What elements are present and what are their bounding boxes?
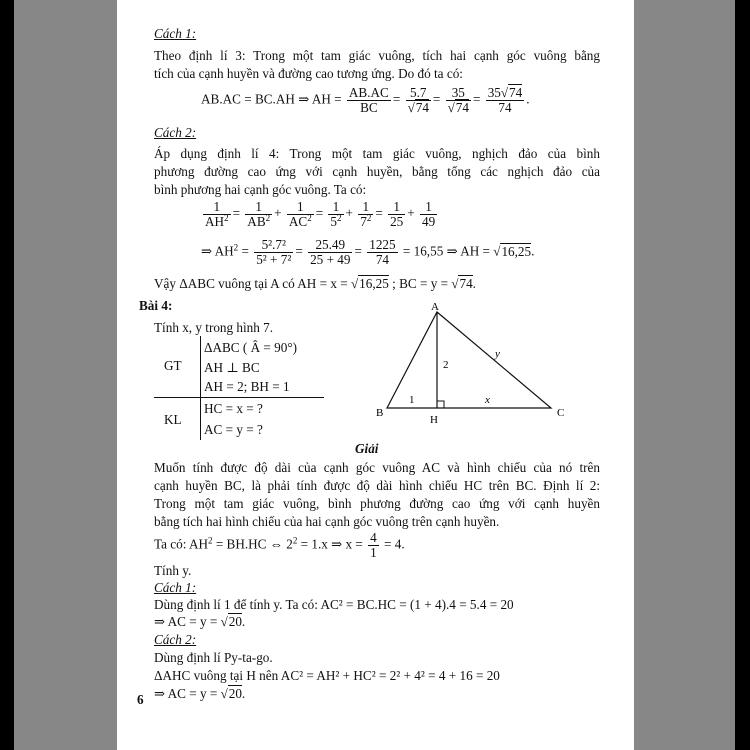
book-page: [117, 0, 634, 750]
eq1-frac3: $\frac{35}{√74}$: [447, 85, 469, 115]
cach1-heading: Cách 1:: [154, 26, 197, 41]
giai-line-2: cạnh huyền BC, là phải tính được độ dài hình chiếu HC trên BC. Định lí 2:: [154, 478, 600, 493]
eq1-frac1: $\frac{AB.AC}{BC}$: [348, 85, 389, 115]
kl-label: KL: [164, 412, 182, 427]
cach1-line1: Theo định lí 3: Trong một tam giác vuông, tích hai cạnh góc vuông bằng: [154, 48, 600, 63]
gt-label: GT: [164, 358, 182, 373]
equation-reciprocals: $\frac{1}{AH^2}$ = $\frac{1}{AB^2}$ + $\frac{1}{AC^2}$ = $\frac{1}{5^2}$ + $\frac{1}{7^2}$ = $\frac{1}{25}$ + $\frac{1}{49}$: [205, 199, 436, 229]
tinh-y: Tính y.: [154, 563, 192, 578]
eq1-lhs: AB.AC = BC.AH ⇒ AH =: [201, 91, 342, 107]
table-horizontal-rule: [154, 397, 324, 398]
giai-line-1: Muốn tính được độ dài của cạnh góc vuông AC và hình chiếu của nó trên: [154, 460, 600, 475]
cach2-line2: phương đường cao ứng với cạnh huyền, bằng tổng các nghịch đảo của: [154, 164, 600, 179]
gt-row-1: ΔABC ( Â = 90°): [204, 340, 297, 355]
triangle-figure: [367, 300, 572, 430]
page-number: 6: [137, 692, 144, 707]
conclusion-line: Vậy ΔABC vuông tại A có AH = x = √16,25 ; BC = y = √74.: [154, 276, 476, 291]
cach1b-line: Dùng định lí 1 để tính y. Ta có: AC² = BC.HC = (1 + 4).4 = 5.4 = 20: [154, 597, 514, 612]
gt-row-3: AH = 2; BH = 1: [204, 379, 290, 394]
equation-ah-squared: ⇒ $AH^2$ = $\frac{\text{5².7²}}{\text{5² + 7²}}$ = $\frac{25.49}{25 + 49}$ = $\frac{1225}{74}$ = 16,55 ⇒ AH = √16,25.: [201, 237, 535, 267]
giai-line-3: Trong một tam giác vuông, bình phương đường cao ứng với cạnh huyền: [154, 496, 600, 511]
label-y: y: [495, 348, 500, 360]
cach2-line3: bình phương hai cạnh góc vuông. Ta có:: [154, 182, 367, 197]
label-c: C: [557, 407, 565, 419]
giai-heading: Giải: [355, 441, 379, 456]
equation-ah: AB.AC = BC.AH ⇒ AH = $\frac{AB.AC}{BC}$ = $\frac{5.7}{√74}$ = $\frac{35}{√74}$ = $\frac{35√74}{74}$ .: [201, 85, 530, 115]
left-gray-margin: [14, 0, 117, 750]
label-a: A: [431, 301, 439, 313]
cach2b-line2: ΔAHC vuông tại H nên AC² = AH² + HC² = 2² + 4² = 4 + 16 = 20: [154, 668, 500, 683]
bai4-task: Tính x, y trong hình 7.: [154, 320, 274, 335]
cach2b-heading: Cách 2:: [154, 632, 197, 647]
right-gray-margin: [634, 0, 735, 750]
cach1b-heading: Cách 1:: [154, 580, 197, 595]
left-black-edge: [0, 0, 14, 750]
right-angle-mark: [437, 401, 444, 408]
cach2-line1: Áp dụng định lí 4: Trong một tam giác vuông, nghịch đảo của bình: [154, 146, 600, 161]
bai4-heading: Bài 4:: [139, 298, 173, 313]
cach1b-result: ⇒ AC = y = √20.: [154, 614, 246, 629]
table-vertical-rule: [200, 336, 201, 440]
label-bh-length: 1: [409, 394, 415, 406]
right-black-edge: [735, 0, 750, 750]
equation-x: Ta có: $AH^2 = BH.HC$ ⇔ $2^2 = 1.x$ ⇒ x = $\frac{4}{1}$ = 4.: [154, 530, 405, 560]
gt-kl-table: [154, 336, 324, 440]
label-ah-length: 2: [443, 359, 449, 371]
cach2b-result: ⇒ AC = y = √20.: [154, 686, 246, 701]
cach2b-line1: Dùng định lí Py-ta-go.: [154, 650, 273, 665]
kl-row-1: HC = x = ?: [204, 401, 263, 416]
giai-line-4: bằng tích hai hình chiếu của hai cạnh góc vuông trên cạnh huyền.: [154, 514, 500, 529]
eq1-frac4: $\frac{35√74}{74}$: [487, 85, 523, 115]
label-h: H: [430, 414, 438, 426]
cach1-line2: tích của cạnh huyền và đường cao tương ứng. Do đó ta có:: [154, 66, 463, 81]
eq1-frac2: $\frac{5.7}{√74}$: [407, 85, 429, 115]
label-b: B: [376, 407, 384, 419]
cach2-heading: Cách 2:: [154, 125, 197, 140]
gt-row-2: AH ⊥ BC: [204, 360, 260, 375]
kl-row-2: AC = y = ?: [204, 422, 263, 437]
label-x: x: [485, 394, 490, 406]
